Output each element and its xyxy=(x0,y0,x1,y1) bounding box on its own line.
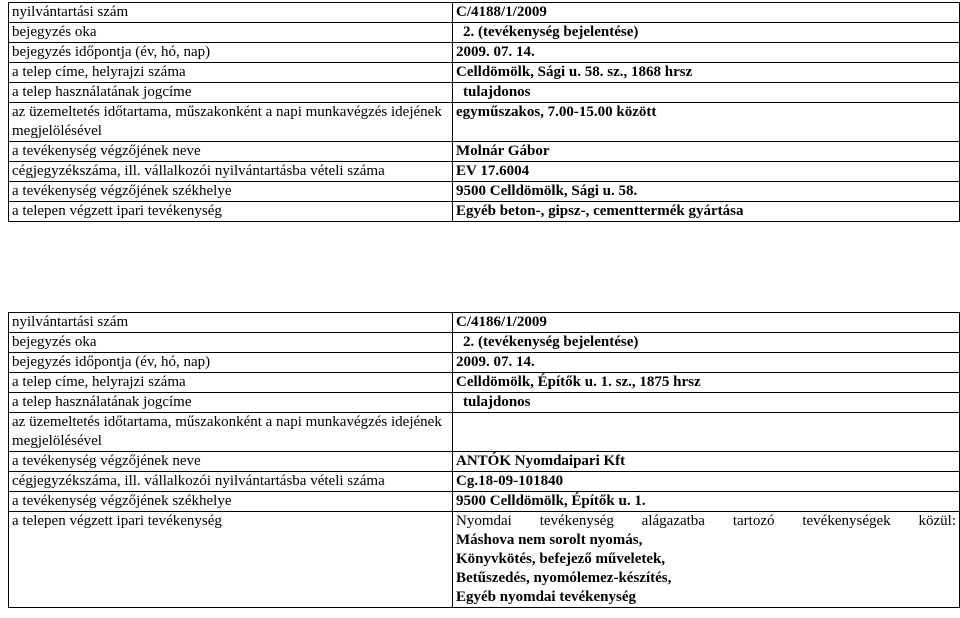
field-label: cégjegyzékszáma, ill. vállalkozói nyilvántartásba vételi száma xyxy=(9,162,453,182)
table-row xyxy=(9,313,960,333)
field-label: nyilvántartási szám xyxy=(9,313,453,333)
field-value: tulajdonos xyxy=(453,83,960,103)
field-value xyxy=(453,413,960,452)
field-value: 2. (tevékenység bejelentése) xyxy=(453,23,960,43)
field-value: ANTÓK Nyomdaipari Kft xyxy=(453,452,960,472)
table-row xyxy=(9,142,960,162)
field-value: 2. (tevékenység bejelentése) xyxy=(453,333,960,353)
table-row xyxy=(9,202,960,222)
field-value: 2009. 07. 14. xyxy=(453,43,960,63)
table-row xyxy=(9,3,960,23)
field-label: az üzemeltetés időtartama, műszakonként a napi munkavégzés idejének megjelölésével xyxy=(9,103,453,142)
record-2-body xyxy=(9,313,960,608)
field-value: 2009. 07. 14. xyxy=(453,353,960,373)
activity-item: Egyéb nyomdai tevékenység xyxy=(456,589,636,605)
table-row xyxy=(9,23,960,43)
field-value: C/4186/1/2009 xyxy=(453,313,960,333)
field-value: C/4188/1/2009 xyxy=(453,3,960,23)
table-row xyxy=(9,413,960,452)
field-label: a tevékenység végzőjének neve xyxy=(9,142,453,162)
field-label: a telepen végzett ipari tevékenység xyxy=(9,202,453,222)
table-row xyxy=(9,492,960,512)
field-value: Molnár Gábor xyxy=(453,142,960,162)
field-label: cégjegyzékszáma, ill. vállalkozói nyilvántartásba vételi száma xyxy=(9,472,453,492)
field-value: Egyéb beton-, gipsz-, cementtermék gyártása xyxy=(453,202,960,222)
activity-item: Máshova nem sorolt nyomás, xyxy=(456,532,643,548)
record-table-1 xyxy=(8,2,960,222)
field-label: a telep használatának jogcíme xyxy=(9,393,453,413)
field-label: az üzemeltetés időtartama, műszakonként a napi munkavégzés idejének megjelölésével xyxy=(9,413,453,452)
field-label: a telep használatának jogcíme xyxy=(9,83,453,103)
record-1-body xyxy=(9,3,960,222)
table-row xyxy=(9,43,960,63)
field-label: bejegyzés időpontja (év, hó, nap) xyxy=(9,353,453,373)
table-row xyxy=(9,452,960,472)
field-label: bejegyzés oka xyxy=(9,23,453,43)
activity-item: Könyvkötés, befejező műveletek, xyxy=(456,551,666,567)
field-label: a tevékenység végzőjének neve xyxy=(9,452,453,472)
table-row xyxy=(9,512,960,608)
field-value xyxy=(453,512,960,608)
table-row xyxy=(9,103,960,142)
field-value: Celldömölk, Sági u. 58. sz., 1868 hrsz xyxy=(453,63,960,83)
table-row xyxy=(9,182,960,202)
field-label: a telepen végzett ipari tevékenység xyxy=(9,512,453,608)
field-value: tulajdonos xyxy=(453,393,960,413)
activity-intro: Nyomdai tevékenység alágazatba tartozó tevékenységek közül: xyxy=(456,513,956,529)
field-label: bejegyzés oka xyxy=(9,333,453,353)
activity-item: Betűszedés, nyomólemez-készítés, xyxy=(456,570,672,586)
field-value: 9500 Celldömölk, Építők u. 1. xyxy=(453,492,960,512)
record-table-2 xyxy=(8,312,960,608)
field-value: Celldömölk, Építők u. 1. sz., 1875 hrsz xyxy=(453,373,960,393)
field-value: 9500 Celldömölk, Sági u. 58. xyxy=(453,182,960,202)
field-label: a tevékenység végzőjének székhelye xyxy=(9,182,453,202)
table-row xyxy=(9,353,960,373)
field-label: a tevékenység végzőjének székhelye xyxy=(9,492,453,512)
table-row xyxy=(9,333,960,353)
field-label: a telep címe, helyrajzi száma xyxy=(9,63,453,83)
field-value: Cg.18-09-101840 xyxy=(453,472,960,492)
table-row xyxy=(9,83,960,103)
field-value: egyműszakos, 7.00-15.00 között xyxy=(453,103,960,142)
table-row xyxy=(9,373,960,393)
table-row xyxy=(9,472,960,492)
table-row xyxy=(9,393,960,413)
field-value: EV 17.6004 xyxy=(453,162,960,182)
table-row xyxy=(9,162,960,182)
table-row xyxy=(9,63,960,83)
field-label: a telep címe, helyrajzi száma xyxy=(9,373,453,393)
field-label: nyilvántartási szám xyxy=(9,3,453,23)
field-label: bejegyzés időpontja (év, hó, nap) xyxy=(9,43,453,63)
